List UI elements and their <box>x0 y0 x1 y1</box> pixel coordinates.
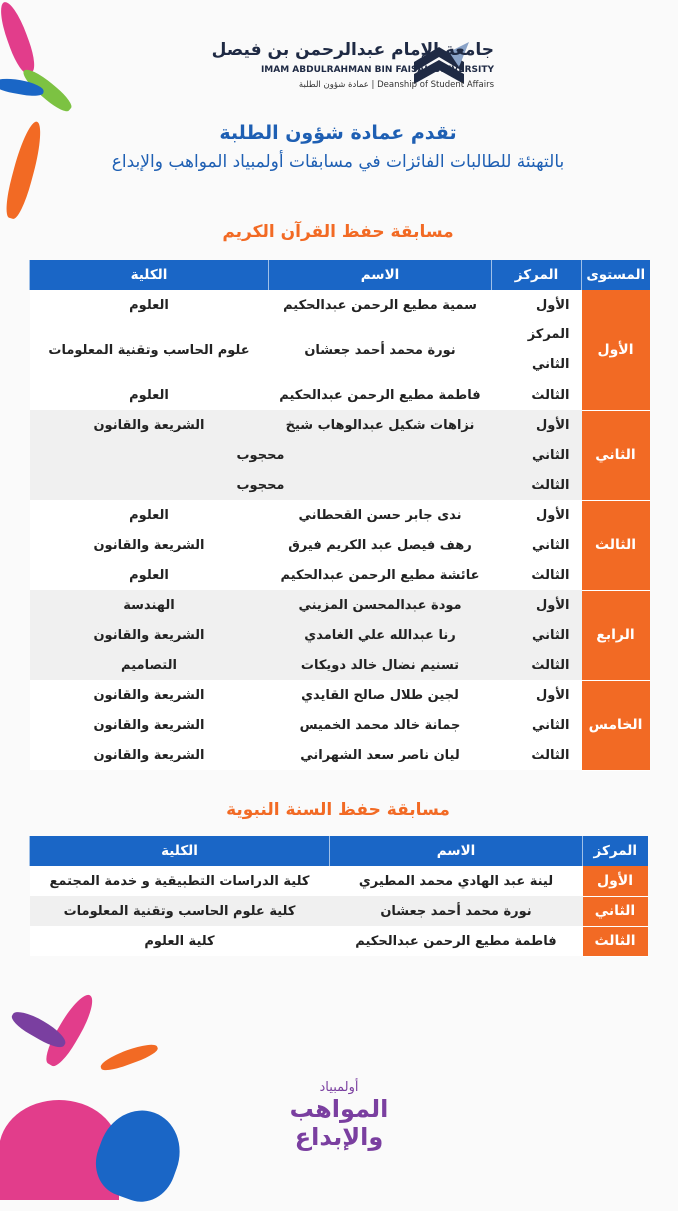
header-name: الاسم <box>270 260 493 290</box>
position-cell: الأول <box>493 500 583 530</box>
college-cell: الشريعة والقانون <box>31 710 270 740</box>
level-cell: الرابع <box>583 590 651 680</box>
position-cell: الثالث <box>493 650 583 680</box>
college-cell: التصاميم <box>31 650 270 680</box>
table-row <box>31 530 651 560</box>
table-row <box>31 440 651 470</box>
header-name: الاسم <box>331 836 584 866</box>
college-cell: الشريعة والقانون <box>31 410 270 440</box>
table-row <box>31 710 651 740</box>
college-cell: العلوم <box>31 290 270 320</box>
decor-ray <box>99 1040 160 1074</box>
position-cell: الثاني <box>493 440 583 470</box>
college-cell: كلية علوم الحاسب وتقنية المعلومات <box>31 896 331 926</box>
name-cell: جمانة خالد محمد الخميس <box>270 710 493 740</box>
position-cell: الثالث <box>493 560 583 590</box>
olympiad-logo <box>250 1080 430 1151</box>
position-cell: الأول <box>493 680 583 710</box>
position-cell: الثالث <box>584 926 649 956</box>
table-row <box>31 470 651 500</box>
university-header <box>195 38 495 98</box>
table-row <box>31 680 651 710</box>
table-row <box>31 380 651 410</box>
position-cell: الثاني <box>493 620 583 650</box>
position-cell: الثاني <box>584 896 649 926</box>
table-row <box>31 926 649 956</box>
header-college: الكلية <box>31 836 331 866</box>
table-row <box>31 590 651 620</box>
quran-section-title: مسابقة حفظ القرآن الكريم <box>223 222 455 242</box>
university-name-en: IMAM ABDULRAHMAN BIN FAISAL UNIVERSITY <box>261 65 495 75</box>
name-cell: نورة محمد أحمد جعشان <box>331 896 584 926</box>
header-position: المركز <box>584 836 649 866</box>
level-cell: الثاني <box>583 410 651 500</box>
name-cell: رهف فيصل عبد الكريم فيرق <box>270 530 493 560</box>
name-cell: رنا عبدالله علي الغامدي <box>270 620 493 650</box>
table-row <box>31 320 651 380</box>
college-cell: كلية العلوم <box>31 926 331 956</box>
table-row <box>31 896 649 926</box>
logo-line2: المواهب والإبداع <box>290 1095 390 1151</box>
table-row <box>31 410 651 440</box>
table-row <box>31 740 651 770</box>
position-cell: الأول <box>493 290 583 320</box>
position-cell: الأول <box>493 590 583 620</box>
table-row <box>31 866 649 896</box>
college-cell: علوم الحاسب وتقنية المعلومات <box>31 320 270 380</box>
position-cell: الثالث <box>493 380 583 410</box>
college-cell: الشريعة والقانون <box>31 680 270 710</box>
name-cell: مودة عبدالمحسن المزيني <box>270 590 493 620</box>
college-cell: الشريعة والقانون <box>31 620 270 650</box>
position-cell: الأول <box>493 410 583 440</box>
name-cell: سمية مطيع الرحمن عبدالحكيم <box>270 290 493 320</box>
table-row <box>31 620 651 650</box>
decor-ray <box>0 0 40 76</box>
level-cell: الخامس <box>583 680 651 770</box>
header-position: المركز <box>493 260 583 290</box>
position-cell: المركز الثاني <box>493 320 583 380</box>
college-cell: العلوم <box>31 380 270 410</box>
name-cell: ليان ناصر سعد الشهراني <box>270 740 493 770</box>
page-subtitle: بالتهنئة للطالبات الفائزات في مسابقات أولمبياد المواهب والإبداع <box>112 152 566 172</box>
position-cell: الثاني <box>493 710 583 740</box>
name-cell: فاطمة مطيع الرحمن عبدالحكيم <box>270 380 493 410</box>
college-cell: كلية الدراسات التطبيقية و خدمة المجتمع <box>31 866 331 896</box>
page-title: تقدم عمادة شؤون الطلبة <box>220 122 458 144</box>
logo-line1: أولمبياد <box>320 1080 360 1095</box>
header-college: الكلية <box>31 260 270 290</box>
level-cell: الثالث <box>583 500 651 590</box>
position-cell: الثالث <box>493 470 583 500</box>
college-cell: العلوم <box>31 560 270 590</box>
name-cell: لجين طلال صالح القايدي <box>270 680 493 710</box>
name-cell: ندى جابر حسن القحطاني <box>270 500 493 530</box>
table-row <box>31 560 651 590</box>
name-cell: نزاهات شكيل عبدالوهاب شيخ <box>270 410 493 440</box>
table-row <box>31 500 651 530</box>
sunnah-section-title: مسابقة حفظ السنة النبوية <box>227 800 451 820</box>
position-cell: الثاني <box>493 530 583 560</box>
withheld-cell: محجوب <box>31 470 493 500</box>
college-cell: العلوم <box>31 500 270 530</box>
header-level: المستوى <box>583 260 651 290</box>
deanship-name: Deanship of Student Affairs | عمادة شؤون الطلبة <box>299 80 495 90</box>
name-cell: نورة محمد أحمد جعشان <box>270 320 493 380</box>
position-cell: الثالث <box>493 740 583 770</box>
table-row <box>31 290 651 320</box>
name-cell: لينة عبد الهادي محمد المطيري <box>331 866 584 896</box>
name-cell: فاطمة مطيع الرحمن عبدالحكيم <box>331 926 584 956</box>
college-cell: الشريعة والقانون <box>31 740 270 770</box>
level-cell: الأول <box>583 290 651 410</box>
college-cell: الهندسة <box>31 590 270 620</box>
table-row <box>31 650 651 680</box>
name-cell: عائشة مطيع الرحمن عبدالحكيم <box>270 560 493 590</box>
quran-results-table <box>30 260 651 771</box>
university-name-ar: جامعة الإمام عبدالرحمن بن فيصل <box>212 40 495 60</box>
position-cell: الأول <box>584 866 649 896</box>
sunnah-results-table <box>30 836 649 957</box>
name-cell: تسنيم نضال خالد دويكات <box>270 650 493 680</box>
college-cell: الشريعة والقانون <box>31 530 270 560</box>
withheld-cell: محجوب <box>31 440 493 470</box>
